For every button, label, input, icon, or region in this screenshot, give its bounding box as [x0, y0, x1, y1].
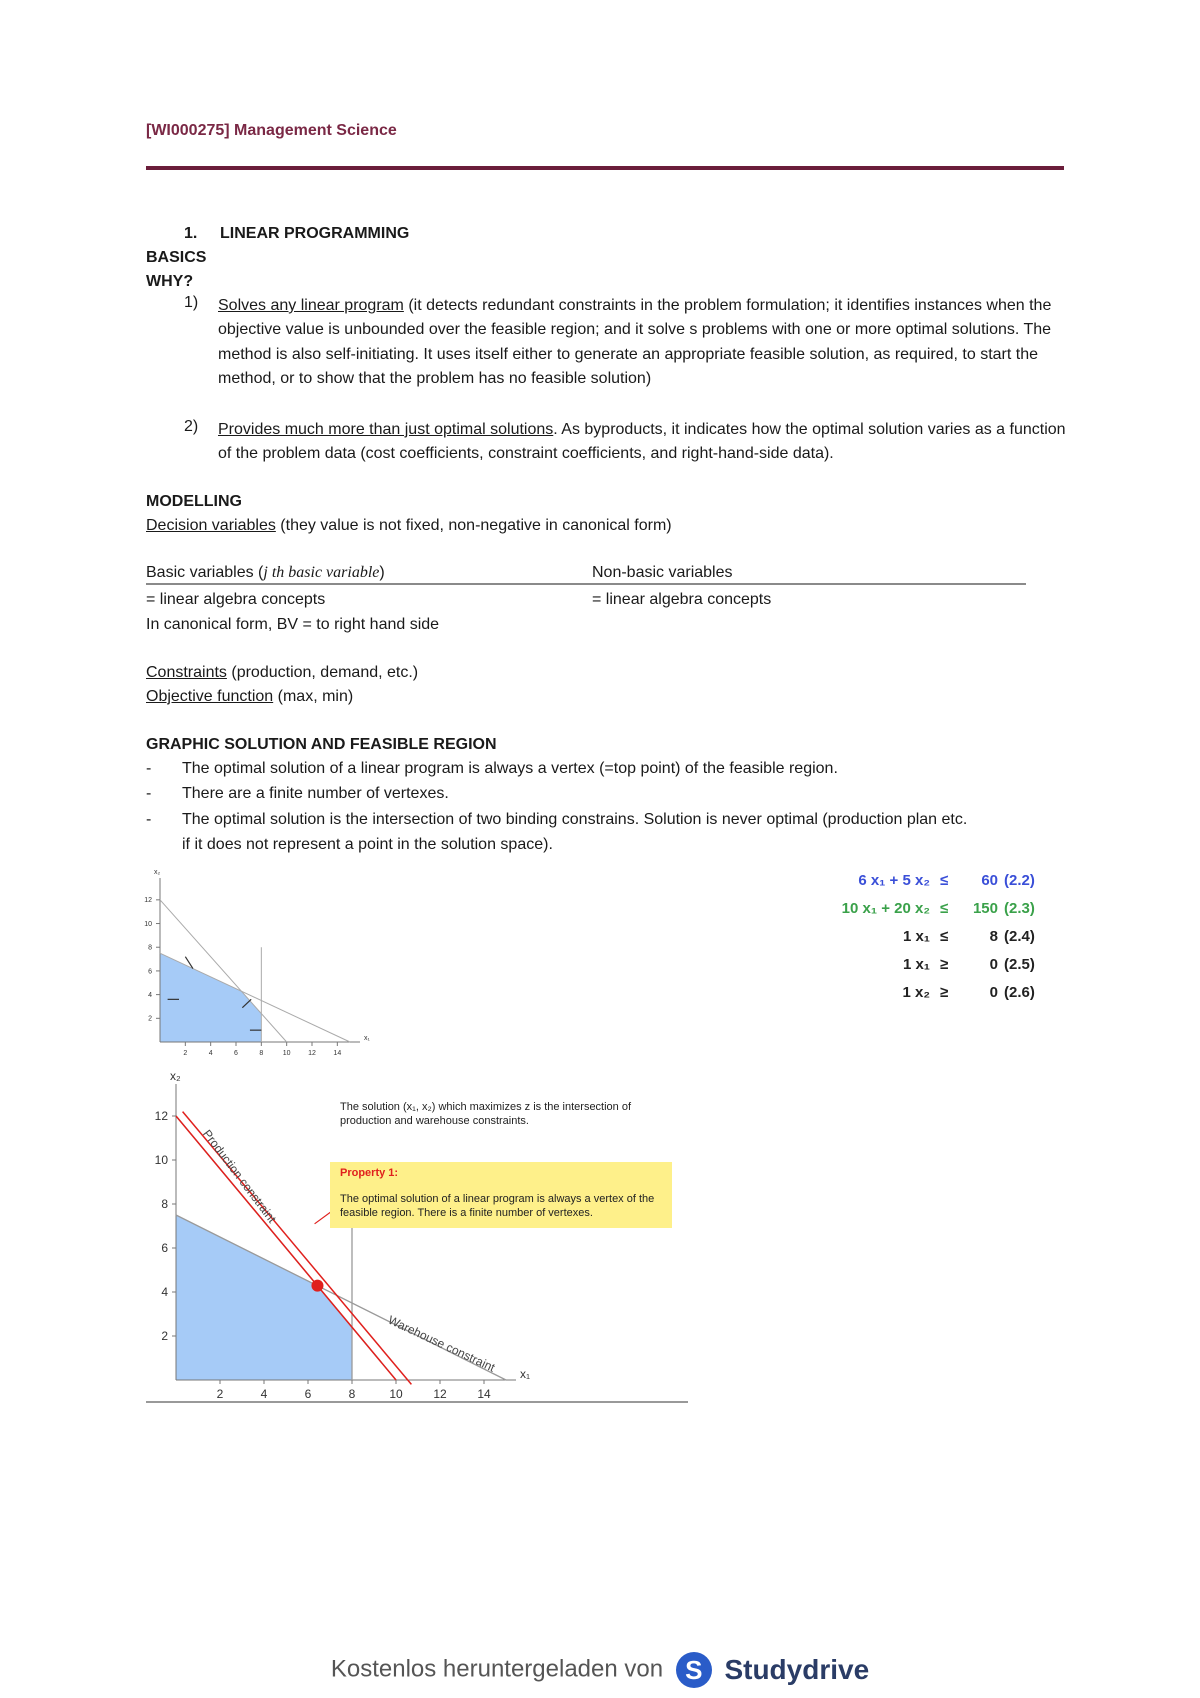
- decision-variables-line: [146, 514, 672, 538]
- x-tick-label: 4: [208, 1050, 213, 1057]
- document-header-title: [WI000275] Management Science: [146, 122, 397, 139]
- equation-rhs: 0: [989, 956, 998, 973]
- basic-variables-row-2: In canonical form, BV = to right hand side: [146, 616, 440, 633]
- optimal-solution-annotation: The solution (x₁, x₂) which maximizes z is the intersection of production and warehouse constraints.: [340, 1101, 632, 1127]
- why-item-1-lead: Solves any linear program: [218, 297, 404, 314]
- equation-tag: (2.3): [1004, 900, 1035, 917]
- equation-operator: ≤: [940, 900, 949, 917]
- y-tick-label: 12: [154, 1109, 168, 1123]
- x-tick-label: 2: [216, 1387, 224, 1401]
- x-tick-label: 12: [308, 1050, 316, 1057]
- why-item-2-number: 2): [184, 418, 199, 435]
- equation-lhs: 10 x₁ + 20 x₂: [841, 900, 930, 917]
- x-tick-label: 8: [348, 1387, 356, 1401]
- equation-operator: ≥: [940, 956, 949, 973]
- y-tick-label: 8: [148, 944, 152, 952]
- modelling-heading: MODELLING: [146, 493, 242, 510]
- x-tick-label: 10: [389, 1387, 403, 1401]
- x-tick-label: 14: [333, 1050, 342, 1057]
- equation-lhs: 6 x₁ + 5 x₂: [858, 872, 930, 889]
- equation-tag: (2.4): [1004, 928, 1035, 945]
- nonbasic-variables-header: Non-basic variables: [592, 564, 733, 581]
- basic-variables-row-1: = linear algebra concepts: [146, 591, 326, 608]
- feasible-region: [176, 1215, 352, 1380]
- why-item-1-number: 1): [184, 294, 199, 311]
- header-divider: [146, 166, 1064, 170]
- equation-operator: ≤: [940, 872, 949, 889]
- production-constraint-label: Production constraint: [200, 1126, 280, 1226]
- y-tick-label: 4: [161, 1285, 168, 1299]
- decision-variables-text: (they value is not fixed, non-negative in canonical form): [275, 517, 672, 534]
- graphic-bullet-3: The optimal solution is the intersection of two binding constrains. Solution is never optimal (production plan etc.: [182, 811, 968, 828]
- basic-variables-label: Basic variables (: [146, 564, 264, 581]
- graphic-bullet-3-cont: if it does not represent a point in the solution space).: [182, 836, 553, 853]
- equation-tag: (2.2): [1004, 872, 1035, 889]
- studydrive-logo-icon: S: [676, 1652, 712, 1688]
- equation-rhs: 150: [972, 900, 998, 917]
- objective-lead: Objective function: [146, 688, 274, 705]
- x-tick-label: 10: [282, 1050, 291, 1057]
- feasible-region: [160, 953, 261, 1042]
- x-tick-label: 4: [260, 1387, 268, 1401]
- decision-variables-lead: Decision variables: [146, 517, 276, 534]
- bullet-dash-1: -: [146, 760, 152, 777]
- bullet-dash-2: -: [146, 785, 152, 802]
- equation-operator: ≥: [940, 984, 949, 1001]
- table-header-rule: [146, 583, 1026, 585]
- x-tick-label: 8: [259, 1050, 264, 1057]
- basic-variables-close: ): [379, 564, 385, 581]
- why-item-1-text: (it detects redundant constraints in the problem formulation; it identifies instances when the objective value is unbounded over the feasible region; and it solve s problems with one or more optimal solutions. The method is also self-initiating. It uses itself either to generate an appropriate feasible solution, as required, to start the method, or to show that the problem has no feasible solution): [218, 297, 1052, 388]
- constraints-line: [146, 661, 418, 685]
- objective-line: [146, 685, 353, 709]
- y-tick-label: 6: [161, 1241, 168, 1255]
- equation-lhs: 1 x₁: [902, 928, 930, 945]
- y-tick-label: 2: [148, 1015, 152, 1023]
- x-tick-label: 6: [234, 1050, 238, 1057]
- graphic-bullet-2: There are a finite number of vertexes.: [182, 785, 449, 802]
- equation-rhs: 8: [989, 928, 998, 945]
- warehouse-constraint-label: Warehouse constraint: [385, 1312, 498, 1375]
- x-tick-label: 6: [304, 1387, 312, 1401]
- graphic-heading: GRAPHIC SOLUTION AND FEASIBLE REGION: [146, 736, 497, 753]
- equation-operator: ≤: [940, 928, 949, 945]
- equation-tag: (2.6): [1004, 984, 1035, 1001]
- why-item-1: [218, 294, 1068, 392]
- constraints-lead: Constraints: [146, 664, 227, 681]
- basic-variables-header: [146, 561, 385, 585]
- y-tick-label: 8: [161, 1197, 168, 1211]
- footer-text: Kostenlos heruntergeladen von: [330, 1655, 664, 1683]
- equation-rhs: 0: [989, 984, 998, 1001]
- footer: [0, 1652, 1200, 1688]
- x-axis-label: x₁: [364, 1035, 370, 1042]
- x-tick-label: 12: [433, 1387, 447, 1401]
- basics-heading: BASICS: [146, 249, 207, 266]
- section-title: LINEAR PROGRAMMING: [220, 225, 410, 242]
- y-axis-label: x₂: [154, 869, 161, 876]
- constraints-text: (production, demand, etc.): [226, 664, 419, 681]
- equation-tag: (2.5): [1004, 956, 1035, 973]
- y-axis-label: x₂: [170, 1069, 181, 1083]
- property-text: The optimal solution of a linear program is always a vertex of the feasible region. There is a finite number of vertexes.: [340, 1193, 655, 1219]
- optimum-point: [311, 1280, 323, 1292]
- section-number: 1.: [184, 225, 198, 242]
- y-tick-label: 6: [148, 968, 152, 976]
- equation-lhs: 1 x₂: [902, 984, 930, 1001]
- graphic-bullet-1: The optimal solution of a linear program is always a vertex (=top point) of the feasible region.: [182, 760, 838, 777]
- why-heading: WHY?: [146, 273, 194, 290]
- x-tick-label: 14: [477, 1387, 491, 1401]
- x-axis-label: x₁: [520, 1367, 531, 1381]
- equation-rhs: 60: [981, 872, 998, 889]
- y-tick-label: 2: [161, 1329, 168, 1343]
- y-tick-label: 4: [148, 991, 152, 999]
- small-feasible-region-chart: [144, 860, 390, 1057]
- bullet-dash-3: -: [146, 811, 152, 828]
- nonbasic-variables-row-1: = linear algebra concepts: [592, 591, 772, 608]
- why-item-2-lead: Provides much more than just optimal solutions: [218, 421, 554, 438]
- objective-text: (max, min): [273, 688, 354, 705]
- x-tick-label: 2: [183, 1050, 188, 1057]
- property-title: Property 1:: [340, 1167, 399, 1179]
- y-tick-label: 12: [144, 897, 152, 905]
- studydrive-brand[interactable]: Studydrive: [724, 1654, 870, 1685]
- basic-variables-math: j th basic variable: [263, 564, 380, 581]
- y-tick-label: 10: [154, 1153, 168, 1167]
- why-item-2-text: . As byproducts, it indicates how the optimal solution varies as a function of the problem data (cost coefficients, constraint coefficients, and right-hand-side data).: [218, 421, 1066, 463]
- why-item-2: [218, 418, 1068, 467]
- y-tick-label: 10: [144, 920, 152, 928]
- equation-lhs: 1 x₁: [902, 956, 930, 973]
